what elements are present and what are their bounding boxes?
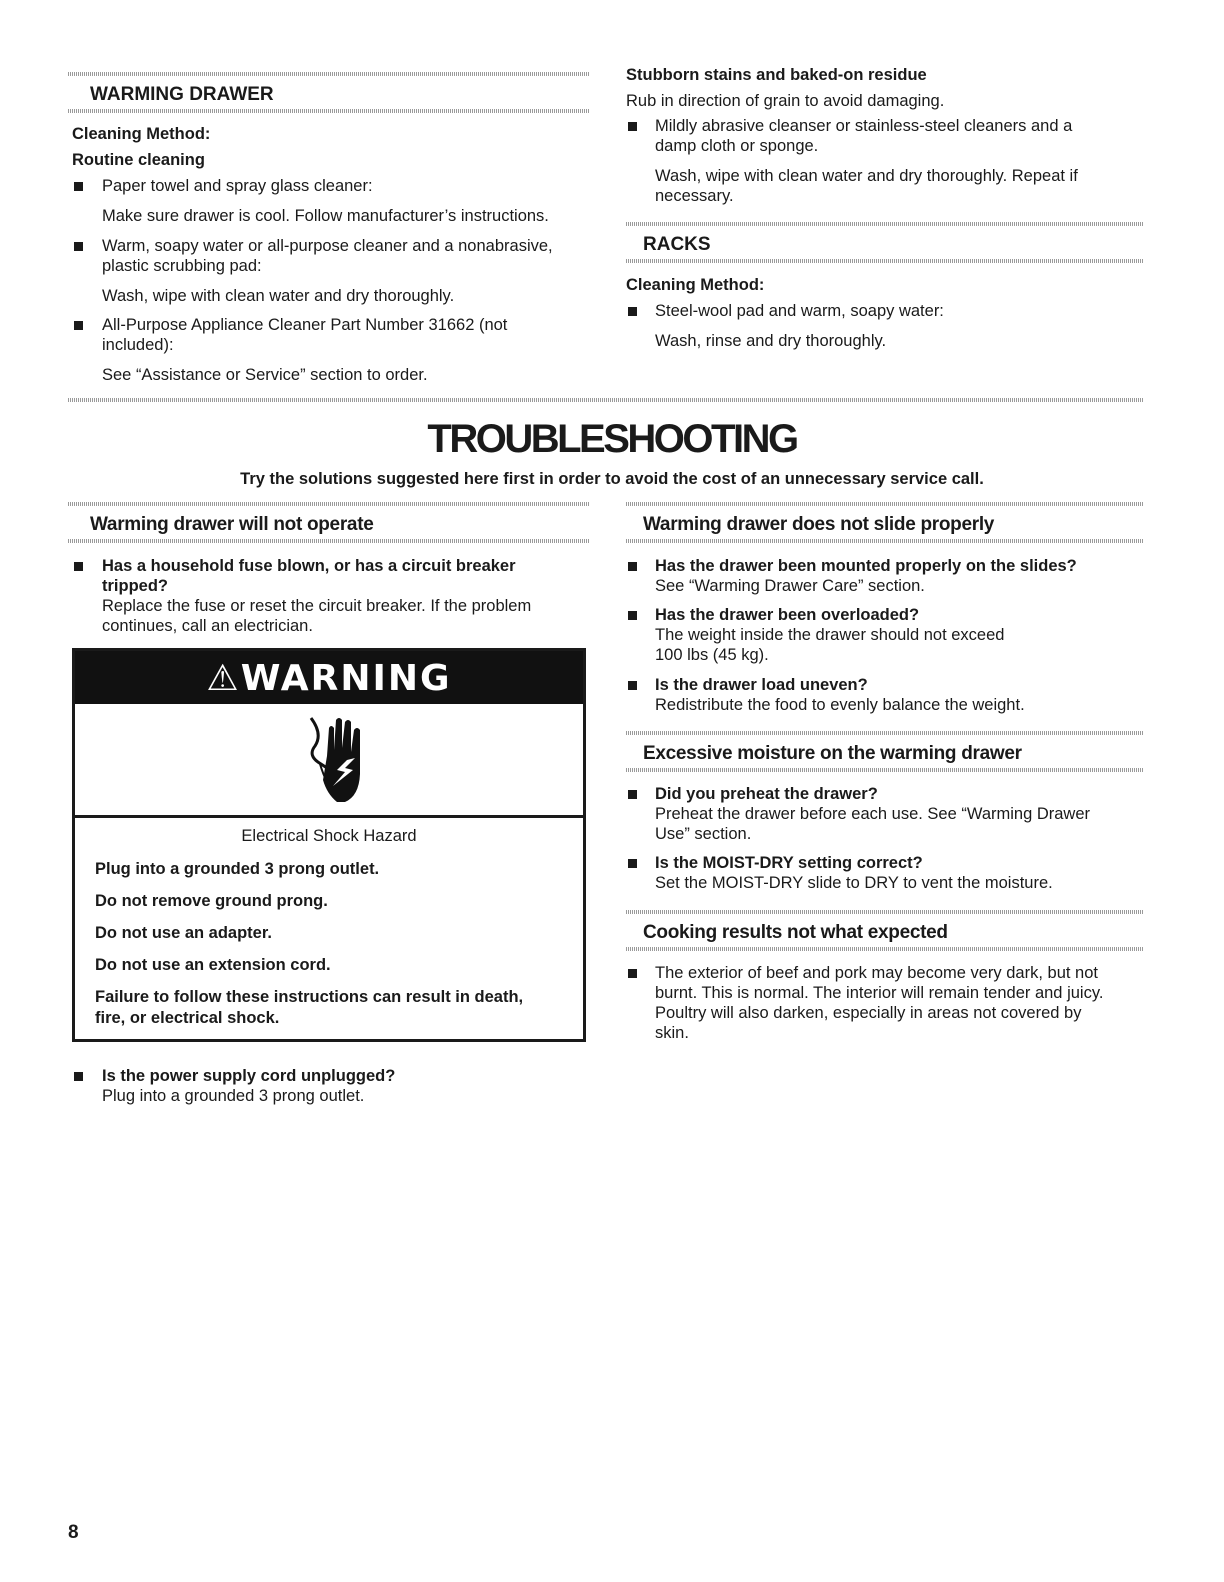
answer: Preheat the drawer before each use. See “Warming Drawer [655, 805, 1091, 823]
answer: Set the MOIST-DRY slide to DRY to vent the moisture. [655, 874, 1053, 892]
bullet-icon [628, 681, 637, 690]
bullet-icon [628, 859, 637, 868]
answer: Replace the fuse or reset the circuit breaker. If the problem [102, 597, 532, 615]
section-rule [68, 109, 590, 113]
racks-heading: RACKS [643, 234, 711, 255]
stubborn-intro: Rub in direction of grain to avoid damaging. [626, 92, 945, 110]
bullet-icon [628, 969, 637, 978]
stubborn-detail: necessary. [655, 187, 734, 205]
warning-banner [75, 651, 583, 704]
answer: continues, call an electrician. [102, 617, 313, 635]
section-rule [626, 222, 1144, 226]
cooking-text: The exterior of beef and pork may become very dark, but not [655, 964, 1098, 982]
cleaning-item-detail: See “Assistance or Service” section to order. [102, 366, 428, 384]
section-rule [68, 502, 590, 506]
routine-cleaning-label: Routine cleaning [72, 151, 205, 169]
bullet-icon [628, 122, 637, 131]
not-slide-heading: Warming drawer does not slide properly [643, 514, 995, 535]
answer: Plug into a grounded 3 prong outlet. [102, 1087, 365, 1105]
question: Is the power supply cord unplugged? [102, 1067, 396, 1085]
section-rule [68, 539, 590, 543]
cleaning-item-title: included): [102, 336, 174, 354]
racks-detail: Wash, rinse and dry thoroughly. [655, 332, 887, 350]
cleaning-method-label: Cleaning Method: [72, 125, 211, 143]
warning-word: WARNING [240, 658, 452, 699]
cleaning-item-title: Paper towel and spray glass cleaner: [102, 177, 373, 195]
answer: The weight inside the drawer should not exceed [655, 626, 1005, 644]
warning-banner-text [75, 658, 583, 699]
stubborn-item: Mildly abrasive cleanser or stainless-steel cleaners and a [655, 117, 1073, 135]
section-rule [68, 72, 590, 76]
warning-line: Do not use an adapter. [95, 924, 272, 942]
cooking-text: burnt. This is normal. The interior will remain tender and juicy. [655, 984, 1104, 1002]
section-rule [626, 910, 1144, 914]
section-rule [68, 398, 1144, 402]
warming-drawer-heading: WARMING DRAWER [90, 84, 274, 105]
cleaning-item-title: All-Purpose Appliance Cleaner Part Number 31662 (not [102, 316, 508, 334]
stubborn-detail: Wash, wipe with clean water and dry thoroughly. Repeat if [655, 167, 1078, 185]
troubleshooting-intro: Try the solutions suggested here first in order to avoid the cost of an unnecessary service call. [240, 470, 984, 488]
cooking-text: Poultry will also darken, especially in areas not covered by [655, 1004, 1082, 1022]
hazard-title: Electrical Shock Hazard [241, 827, 417, 845]
section-rule [626, 259, 1144, 263]
electric-shock-hand-icon [75, 704, 583, 815]
moisture-heading: Excessive moisture on the warming drawer [643, 743, 1022, 764]
question: Has the drawer been mounted properly on the slides? [655, 557, 1077, 575]
question: tripped? [102, 577, 168, 595]
question: Is the drawer load uneven? [655, 676, 868, 694]
question: Has the drawer been overloaded? [655, 606, 920, 624]
warning-line: Failure to follow these instructions can result in death, [95, 988, 524, 1006]
stubborn-item: damp cloth or sponge. [655, 137, 819, 155]
bullet-icon [628, 790, 637, 799]
answer: Redistribute the food to evenly balance the weight. [655, 696, 1025, 714]
not-operate-heading: Warming drawer will not operate [90, 514, 374, 535]
shock-hazard-graphic [75, 704, 583, 818]
section-rule [626, 502, 1144, 506]
warning-line: Plug into a grounded 3 prong outlet. [95, 860, 380, 878]
question: Is the MOIST-DRY setting correct? [655, 854, 923, 872]
cleaning-item-title: plastic scrubbing pad: [102, 257, 262, 275]
cleaning-method-label: Cleaning Method: [626, 276, 765, 294]
question: Did you preheat the drawer? [655, 785, 878, 803]
question: Has a household fuse blown, or has a circuit breaker [102, 557, 516, 575]
section-rule [626, 768, 1144, 772]
racks-item: Steel-wool pad and warm, soapy water: [655, 302, 944, 320]
answer: See “Warming Drawer Care” section. [655, 577, 925, 595]
cooking-text: skin. [655, 1024, 689, 1042]
cooking-heading: Cooking results not what expected [643, 922, 948, 943]
cleaning-item-detail: Make sure drawer is cool. Follow manufacturer’s instructions. [102, 207, 549, 225]
bullet-icon [74, 321, 83, 330]
bullet-icon [74, 242, 83, 251]
warning-line: Do not remove ground prong. [95, 892, 328, 910]
answer: Use” section. [655, 825, 752, 843]
warning-line: fire, or electrical shock. [95, 1009, 280, 1027]
section-rule [626, 539, 1144, 543]
page-number: 8 [68, 1522, 79, 1543]
bullet-icon [628, 307, 637, 316]
troubleshooting-title: TROUBLESHOOTING [427, 417, 797, 461]
bullet-icon [74, 1072, 83, 1081]
cleaning-item-title: Warm, soapy water or all-purpose cleaner and a nonabrasive, [102, 237, 553, 255]
bullet-icon [74, 182, 83, 191]
section-rule [626, 947, 1144, 951]
bullet-icon [628, 562, 637, 571]
answer: 100 lbs (45 kg). [655, 646, 769, 664]
warning-triangle-icon: ⚠ [206, 658, 241, 699]
warning-box [72, 648, 586, 1042]
stubborn-stains-label: Stubborn stains and baked-on residue [626, 66, 927, 84]
bullet-icon [74, 562, 83, 571]
section-rule [626, 731, 1144, 735]
warning-line: Do not use an extension cord. [95, 956, 331, 974]
cleaning-item-detail: Wash, wipe with clean water and dry thoroughly. [102, 287, 455, 305]
bullet-icon [628, 611, 637, 620]
